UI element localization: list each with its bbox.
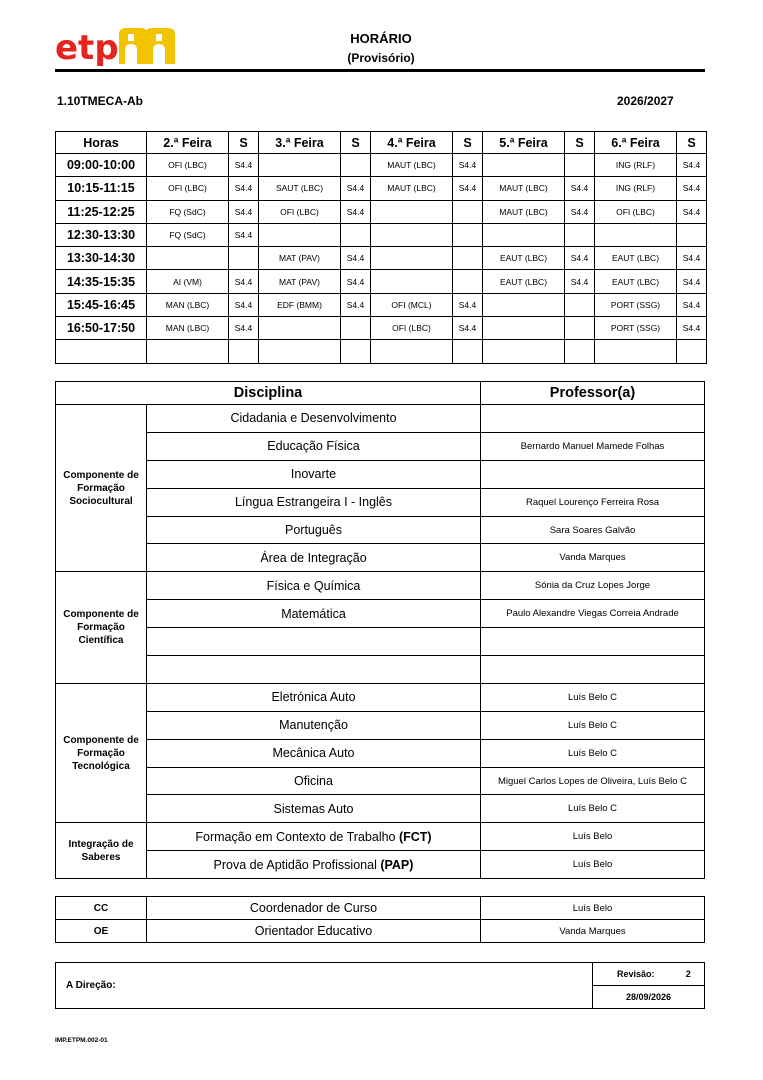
role-code: OE	[56, 920, 147, 943]
schedule-column-header: 5.ª Feira	[483, 132, 565, 154]
time-slot: 12:30-13:30	[56, 223, 147, 246]
time-slot: 10:15-11:15	[56, 177, 147, 200]
teacher-name: Luís Belo C	[481, 739, 705, 767]
class-cell: PORT (SSG)	[595, 293, 677, 316]
class-cell	[483, 223, 565, 246]
class-cell: FQ (SdC)	[147, 223, 229, 246]
subject-name	[147, 683, 481, 711]
subject-text: Sistemas Auto	[273, 801, 354, 816]
page-subtitle: (Provisório)	[347, 51, 415, 65]
class-cell: EAUT (LBC)	[483, 270, 565, 293]
schedule-column-header: Horas	[56, 132, 147, 154]
room-cell: S4.4	[677, 154, 707, 177]
schedule-column-header: S	[453, 132, 483, 154]
room-cell	[453, 247, 483, 270]
class-cell: OFI (LBC)	[147, 154, 229, 177]
class-cell: OFI (LBC)	[371, 317, 453, 340]
room-cell: S4.4	[341, 293, 371, 316]
revision-number: 2	[673, 963, 705, 986]
room-cell	[453, 223, 483, 246]
schedule-row	[56, 177, 707, 200]
schedule-column-header: 2.ª Feira	[147, 132, 229, 154]
subject-text: Formação em Contexto de Trabalho	[195, 829, 399, 844]
schedule-row	[56, 270, 707, 293]
role-title: Coordenador de Curso	[147, 897, 481, 920]
school-year: 2026/2027	[617, 94, 674, 108]
class-code: 1.10TMECA-Ab	[57, 94, 144, 108]
room-cell	[565, 317, 595, 340]
class-cell	[259, 340, 341, 363]
subject-text: Mecânica Auto	[272, 746, 355, 761]
disciplines-header-row	[56, 382, 705, 405]
teacher-name: Vanda Marques	[481, 544, 705, 572]
teacher-name: Bernardo Manuel Mamede Folhas	[481, 432, 705, 460]
discipline-row	[56, 572, 705, 600]
room-cell: S4.4	[453, 293, 483, 316]
room-cell: S4.4	[229, 293, 259, 316]
class-cell: MAUT (LBC)	[483, 200, 565, 223]
class-cell	[483, 340, 565, 363]
class-cell	[371, 340, 453, 363]
class-cell	[483, 317, 565, 340]
room-cell: S4.4	[341, 177, 371, 200]
room-cell	[341, 154, 371, 177]
subject-text: Área de Integração	[260, 550, 367, 565]
schedule-column-header: S	[229, 132, 259, 154]
class-cell	[595, 223, 677, 246]
class-cell	[259, 317, 341, 340]
teacher-name: Sara Soares Galvão	[481, 516, 705, 544]
school-logo	[55, 26, 180, 70]
teacher-name: Luís Belo	[481, 851, 705, 879]
teacher-name	[481, 460, 705, 488]
subject-text: Português	[285, 523, 342, 537]
schedule-column-header: S	[341, 132, 371, 154]
discipline-row	[56, 516, 705, 544]
teacher-name: Raquel Lourenço Ferreira Rosa	[481, 488, 705, 516]
discipline-row	[56, 711, 705, 739]
class-cell: MAUT (LBC)	[371, 154, 453, 177]
teacher-name: Luís Belo C	[481, 711, 705, 739]
discipline-row	[56, 683, 705, 711]
room-cell	[677, 340, 707, 363]
subject-name	[147, 572, 481, 600]
subject-column-header: Disciplina	[56, 382, 481, 405]
signature-table	[55, 962, 705, 1009]
room-cell: S4.4	[565, 200, 595, 223]
room-cell: S4.4	[677, 293, 707, 316]
subject-name	[147, 516, 481, 544]
role-title: Orientador Educativo	[147, 920, 481, 943]
discipline-row	[56, 628, 705, 656]
schedule-column-header: 4.ª Feira	[371, 132, 453, 154]
discipline-row	[56, 405, 705, 433]
subject-text: Oficina	[294, 774, 333, 789]
discipline-row	[56, 823, 705, 851]
schedule-header-row	[56, 132, 707, 154]
class-cell: MAN (LBC)	[147, 293, 229, 316]
teacher-name: Luís Belo C	[481, 795, 705, 823]
room-cell	[453, 340, 483, 363]
class-cell: FQ (SdC)	[147, 200, 229, 223]
class-cell	[595, 340, 677, 363]
schedule-row	[56, 154, 707, 177]
teacher-name: Miguel Carlos Lopes de Oliveira, Luís Belo C	[481, 767, 705, 795]
class-cell	[147, 340, 229, 363]
class-cell: MAN (LBC)	[147, 317, 229, 340]
subject-text: Manutenção	[279, 718, 348, 733]
schedule-row	[56, 247, 707, 270]
schedule-row	[56, 293, 707, 316]
room-cell: S4.4	[677, 247, 707, 270]
schedule-column-header: S	[565, 132, 595, 154]
revision-date: 28/09/2026	[593, 986, 705, 1009]
subject-acronym: (FCT)	[398, 829, 432, 844]
subject-name	[147, 656, 481, 684]
time-slot: 14:35-15:35	[56, 270, 147, 293]
schedule-row	[56, 317, 707, 340]
subject-text: Inovarte	[290, 467, 337, 482]
room-cell	[677, 223, 707, 246]
class-cell	[147, 247, 229, 270]
subject-name	[147, 711, 481, 739]
class-cell: OFI (LBC)	[147, 177, 229, 200]
logo-mark-icon	[119, 28, 175, 64]
teacher-name	[481, 656, 705, 684]
class-cell	[371, 247, 453, 270]
room-cell: S4.4	[453, 177, 483, 200]
schedule-column-header: 3.ª Feira	[259, 132, 341, 154]
room-cell	[341, 223, 371, 246]
room-cell	[341, 340, 371, 363]
time-slot: 15:45-16:45	[56, 293, 147, 316]
teacher-name	[481, 405, 705, 433]
discipline-row	[56, 767, 705, 795]
teacher-name: Luís Belo C	[481, 683, 705, 711]
subject-name	[147, 739, 481, 767]
subject-name	[147, 767, 481, 795]
subject-name	[147, 432, 481, 460]
class-cell: ING (RLF)	[595, 177, 677, 200]
time-slot	[56, 340, 147, 363]
class-cell	[371, 223, 453, 246]
subject-name	[147, 405, 481, 433]
class-cell	[371, 200, 453, 223]
subject-name	[147, 628, 481, 656]
subject-name	[147, 795, 481, 823]
room-cell: S4.4	[229, 177, 259, 200]
subject-name	[147, 600, 481, 628]
time-slot: 16:50-17:50	[56, 317, 147, 340]
room-cell: S4.4	[341, 270, 371, 293]
class-cell: ING (RLF)	[595, 154, 677, 177]
role-person: Vanda Marques	[481, 920, 705, 943]
room-cell: S4.4	[453, 154, 483, 177]
room-cell	[565, 340, 595, 363]
room-cell	[229, 247, 259, 270]
subject-text: Educação Física	[267, 439, 360, 454]
disciplines-table	[55, 381, 705, 879]
class-cell: OFI (LBC)	[595, 200, 677, 223]
subject-text: Eletrónica Auto	[271, 690, 356, 705]
component-group-label: Componente de Formação Tecnológica	[56, 683, 147, 822]
discipline-row	[56, 488, 705, 516]
room-cell: S4.4	[229, 317, 259, 340]
discipline-row	[56, 851, 705, 879]
discipline-row	[56, 460, 705, 488]
discipline-row	[56, 795, 705, 823]
class-cell: EAUT (LBC)	[595, 247, 677, 270]
subject-name	[147, 851, 481, 879]
class-cell: SAUT (LBC)	[259, 177, 341, 200]
time-slot: 13:30-14:30	[56, 247, 147, 270]
form-code: IMP.ETPM.002-01	[55, 1037, 108, 1044]
class-cell: EAUT (LBC)	[483, 247, 565, 270]
class-cell: OFI (LBC)	[259, 200, 341, 223]
class-cell	[371, 270, 453, 293]
room-cell: S4.4	[565, 177, 595, 200]
role-row	[56, 920, 705, 943]
schedule-row	[56, 340, 707, 363]
room-cell: S4.4	[677, 270, 707, 293]
subject-acronym: (PAP)	[380, 857, 414, 872]
room-cell: S4.4	[565, 247, 595, 270]
room-cell: S4.4	[453, 317, 483, 340]
role-person: Luís Belo	[481, 897, 705, 920]
subject-text: Cidadania e Desenvolvimento	[230, 411, 397, 426]
class-cell	[259, 154, 341, 177]
teacher-name	[481, 628, 705, 656]
class-cell: MAT (PAV)	[259, 270, 341, 293]
time-slot: 11:25-12:25	[56, 200, 147, 223]
class-cell: MAT (PAV)	[259, 247, 341, 270]
revision-label: Revisão:	[593, 963, 673, 986]
discipline-row	[56, 739, 705, 767]
time-slot: 09:00-10:00	[56, 154, 147, 177]
room-cell: S4.4	[677, 317, 707, 340]
room-cell: S4.4	[341, 247, 371, 270]
discipline-row	[56, 600, 705, 628]
discipline-row	[56, 432, 705, 460]
room-cell	[453, 200, 483, 223]
teacher-name: Sónia da Cruz Lopes Jorge	[481, 572, 705, 600]
subject-text: Matemática	[281, 606, 346, 621]
schedule-table	[55, 131, 707, 364]
room-cell: S4.4	[229, 223, 259, 246]
subject-text: Prova de Aptidão Profissional	[213, 857, 381, 872]
subject-name	[147, 823, 481, 851]
subject-name	[147, 544, 481, 572]
component-group-label: Integração de Saberes	[56, 823, 147, 879]
subject-name	[147, 488, 481, 516]
schedule-row	[56, 223, 707, 246]
component-group-label: Componente de Formação Científica	[56, 572, 147, 684]
component-group-label: Componente de Formação Sociocultural	[56, 405, 147, 572]
room-cell	[453, 270, 483, 293]
discipline-row	[56, 656, 705, 684]
subject-text: Língua Estrangeira I - Inglês	[234, 495, 393, 510]
subject-text: Física e Química	[266, 578, 361, 593]
discipline-row	[56, 544, 705, 572]
room-cell	[565, 223, 595, 246]
room-cell: S4.4	[229, 154, 259, 177]
room-cell	[565, 154, 595, 177]
class-cell: MAUT (LBC)	[483, 177, 565, 200]
logo-text: etp	[55, 28, 119, 68]
class-cell: OFI (MCL)	[371, 293, 453, 316]
class-cell: AI (VM)	[147, 270, 229, 293]
room-cell: S4.4	[677, 177, 707, 200]
room-cell	[229, 340, 259, 363]
schedule-column-header: 6.ª Feira	[595, 132, 677, 154]
teacher-name: Luís Belo	[481, 823, 705, 851]
header-divider	[55, 69, 705, 72]
roles-table	[55, 896, 705, 943]
room-cell: S4.4	[677, 200, 707, 223]
class-cell	[259, 223, 341, 246]
direction-label: A Direção:	[56, 963, 593, 1009]
room-cell: S4.4	[341, 200, 371, 223]
room-cell: S4.4	[229, 270, 259, 293]
class-cell	[483, 293, 565, 316]
class-cell	[483, 154, 565, 177]
schedule-row	[56, 200, 707, 223]
class-cell: EAUT (LBC)	[595, 270, 677, 293]
room-cell: S4.4	[229, 200, 259, 223]
teacher-name: Paulo Alexandre Viegas Correia Andrade	[481, 600, 705, 628]
teacher-column-header: Professor(a)	[481, 382, 705, 405]
class-cell: MAUT (LBC)	[371, 177, 453, 200]
role-row	[56, 897, 705, 920]
class-cell: EDF (BMM)	[259, 293, 341, 316]
schedule-column-header: S	[677, 132, 707, 154]
room-cell: S4.4	[565, 270, 595, 293]
room-cell	[341, 317, 371, 340]
room-cell	[565, 293, 595, 316]
class-cell: PORT (SSG)	[595, 317, 677, 340]
role-code: CC	[56, 897, 147, 920]
subject-name	[147, 460, 481, 488]
page-title: HORÁRIO	[350, 31, 412, 46]
